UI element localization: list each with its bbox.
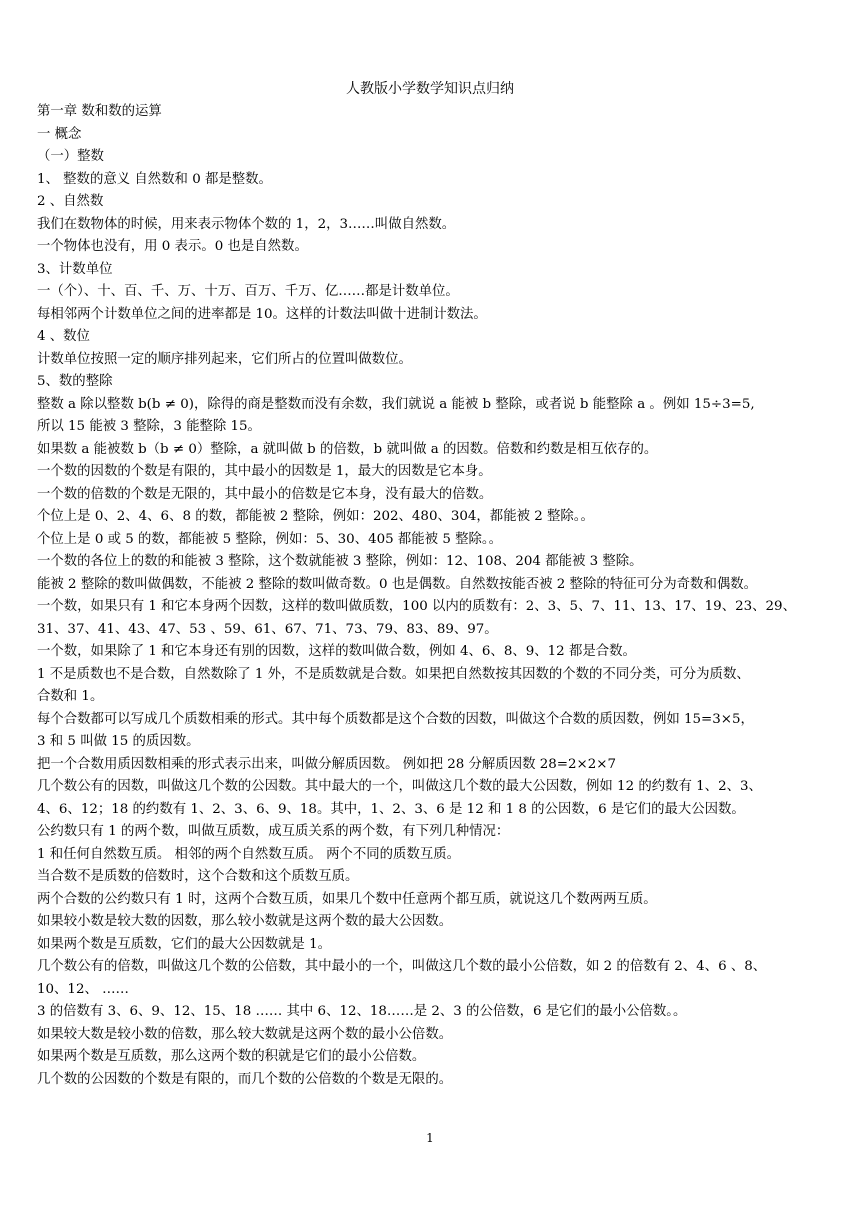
text-line: 每个合数都可以写成几个质数相乘的形式。其中每个质数都是这个合数的因数，叫做这个合数的质因数，例如 15=3×5， <box>37 711 754 727</box>
text-line: 几个数公有的因数，叫做这几个数的公因数。其中最大的一个，叫做这几个数的最大公因数，例如 12 的约数有 1、2、3、 <box>37 779 762 794</box>
text-line: 把一个合数用质因数相乘的形式表示出来，叫做分解质因数。 例如把 28 分解质因数 28=2×2×7 <box>37 756 616 772</box>
text-line: 合数和 1。 <box>37 689 104 704</box>
text-line: 整数 a 除以整数 b(b ≠ 0)，除得的商是整数而没有余数，我们就说 a 能被 b 整除，或者说 b 能整除 a 。例如 15÷3=5, <box>37 396 755 412</box>
page-number: 1 <box>426 1131 434 1145</box>
text-line: 1 不是质数也不是合数，自然数除了 1 外，不是质数就是合数。如果把自然数按其因数的个数的不同分类，可分为质数、 <box>37 666 750 682</box>
text-line: 公约数只有 1 的两个数，叫做互质数，成互质关系的两个数，有下列几种情况： <box>37 824 510 839</box>
text-line: 4 、数位 <box>37 329 90 344</box>
text-line: 几个数的公因数的个数是有限的，而几个数的公倍数的个数是无限的。 <box>37 1071 453 1087</box>
text-line: 第一章 数和数的运算 <box>37 104 162 119</box>
text-line: 个位上是 0、2、4、6、8 的数，都能被 2 整除，例如：202、480、304，都能被 2 整除。。 <box>37 509 594 524</box>
text-line: 10、12、 …… <box>37 981 129 997</box>
text-line: 当合数不是质数的倍数时，这个合数和这个质数互质。 <box>37 869 359 884</box>
text-line: （一）整数 <box>37 149 104 164</box>
text-line: 所以 15 能被 3 整除，3 能整除 15。 <box>37 419 261 434</box>
document-body <box>37 101 853 1091</box>
text-line: 如果两个数是互质数，那么这两个数的积就是它们的最小公倍数。 <box>37 1049 426 1064</box>
text-line: 我们在数物体的时候，用来表示物体个数的 1，2，3……叫做自然数。 <box>37 216 456 232</box>
text-line: 2 、自然数 <box>37 194 104 209</box>
text-line: 5、数的整除 <box>37 374 113 389</box>
text-line: 如果较小数是较大数的因数，那么较小数就是这两个数的最大公因数。 <box>37 914 453 929</box>
text-line: 如果两个数是互质数，它们的最大公因数就是 1。 <box>37 936 331 952</box>
document-title: 人教版小学数学知识点归纳 <box>346 81 514 97</box>
text-line: 每相邻两个计数单位之间的进率都是 10。这样的计数法叫做十进制计数法。 <box>37 306 487 322</box>
text-line: 一个数的各位上的数的和能被 3 整除，这个数就能被 3 整除，例如：12、108、204 都能被 3 整除。 <box>37 554 643 569</box>
text-line: 能被 2 整除的数叫做偶数，不能被 2 整除的数叫做奇数。0 也是偶数。自然数按能否被 2 整除的特征可分为奇数和偶数。 <box>37 576 758 592</box>
text-line: 3 的倍数有 3、6、9、12、15、18 …… 其中 6、12、18……是 2、3 的公倍数，6 是它们的最小公倍数。。 <box>37 1004 687 1019</box>
text-line: 一个数，如果除了 1 和它本身还有别的因数，这样的数叫做合数，例如 4、6、8、9、12 都是合数。 <box>37 644 636 659</box>
text-line: 个位上是 0 或 5 的数，都能被 5 整除，例如：5、30、405 都能被 5 整除。。 <box>37 531 502 547</box>
text-line: 一个数，如果只有 1 和它本身两个因数，这样的数叫做质数，100 以内的质数有：2、3、5、7、11、13、17、19、23、29、 <box>37 599 796 614</box>
text-line: 两个合数的公约数只有 1 时，这两个合数互质，如果几个数中任意两个都互质，就说这几个数两两互质。 <box>37 891 657 907</box>
text-line: 一个数的因数的个数是有限的，其中最小的因数是 1，最大的因数是它本身。 <box>37 464 492 479</box>
text-line: 3 和 5 叫做 15 的质因数。 <box>37 734 200 749</box>
text-line: 1、 整数的意义 自然数和 0 都是整数。 <box>37 171 272 187</box>
text-line: 如果数 a 能被数 b（b ≠ 0）整除，a 就叫做 b 的倍数，b 就叫做 a 的因数。倍数和约数是相互依存的。 <box>37 441 658 457</box>
text-line: 一（个）、十、百、千、万、十万、百万、千万、亿……都是计数单位。 <box>37 284 459 299</box>
text-line: 几个数公有的倍数，叫做这几个数的公倍数，其中最小的一个，叫做这几个数的最小公倍数，如 2 的倍数有 2、4、6 、8、 <box>37 959 767 974</box>
text-line: 3、计数单位 <box>37 261 113 277</box>
text-line: 一个数的倍数的个数是无限的，其中最小的倍数是它本身，没有最大的倍数。 <box>37 486 493 502</box>
text-line: 一个物体也没有，用 0 表示。0 也是自然数。 <box>37 239 308 254</box>
text-line: 如果较大数是较小数的倍数，那么较大数就是这两个数的最小公倍数。 <box>37 1026 453 1042</box>
text-line: 1 和任何自然数互质。 相邻的两个自然数互质。 两个不同的质数互质。 <box>37 846 461 862</box>
text-line: 31、37、41、43、47、53 、59、61、67、71、73、79、83、89、97。 <box>37 621 498 637</box>
text-line: 4、6、12；18 的约数有 1、2、3、6、9、18。其中，1、2、3、6 是 12 和 1 8 的公因数，6 是它们的最大公因数。 <box>37 801 745 817</box>
text-line: 一 概念 <box>37 126 82 142</box>
text-line: 计数单位按照一定的顺序排列起来，它们所占的位置叫做数位。 <box>37 351 412 367</box>
